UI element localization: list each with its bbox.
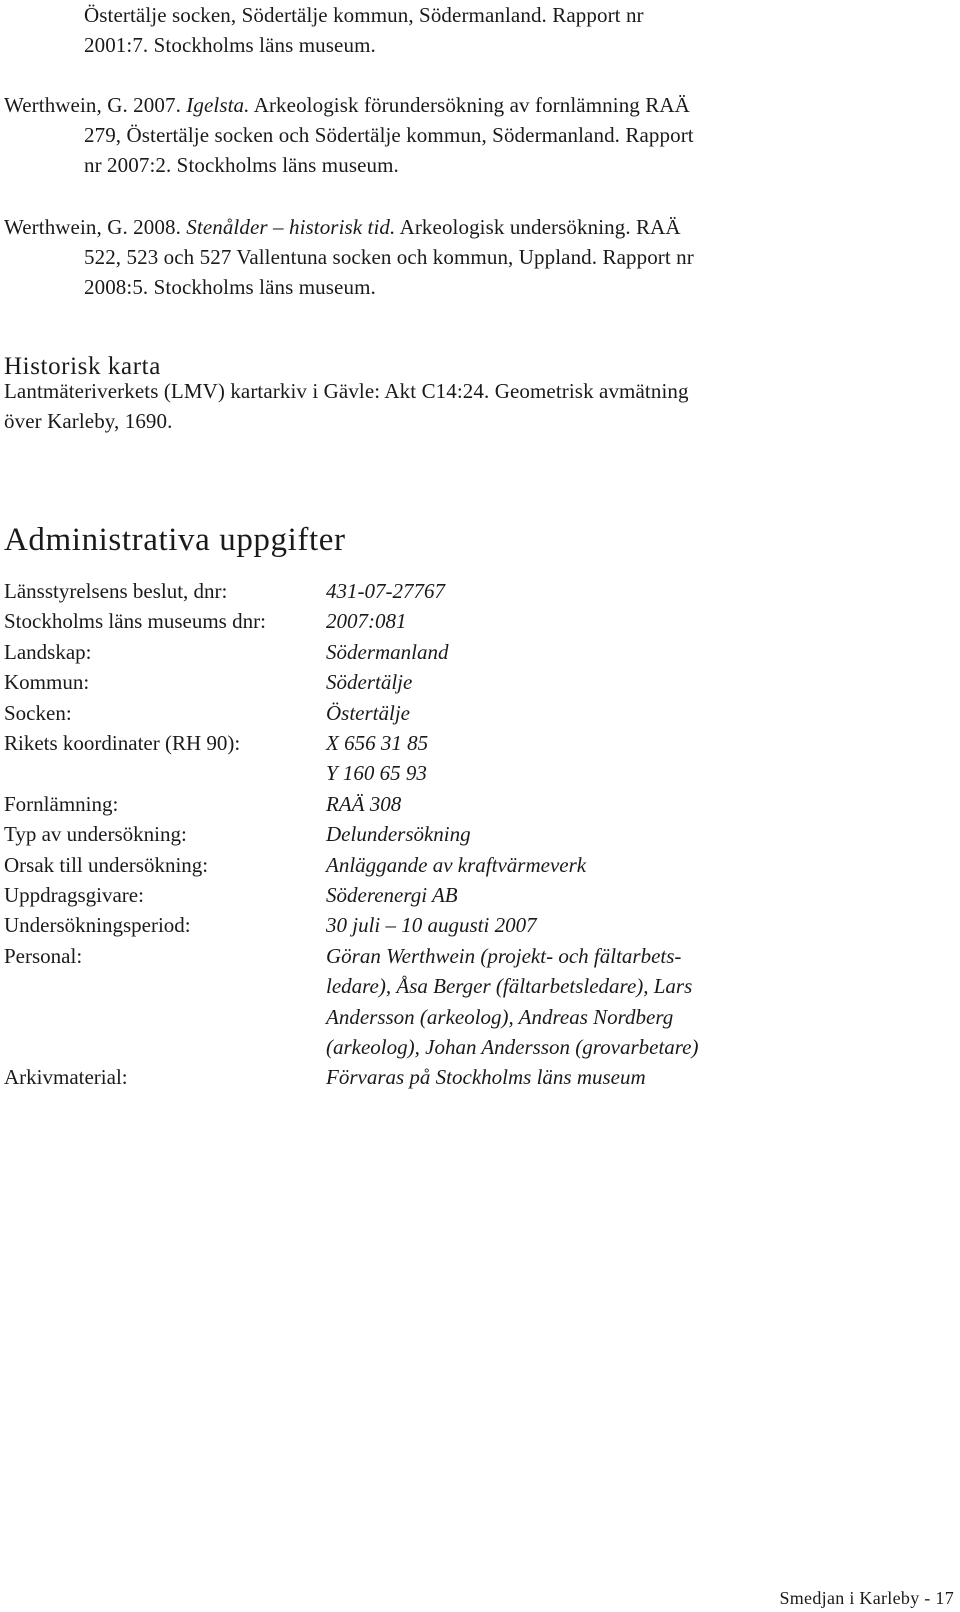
- reference-entry-start: [4, 90, 690, 120]
- reference-line: Östertälje socken, Södertälje kommun, Södermanland. Rapport nr: [84, 3, 644, 27]
- admin-row-value: Södertälje: [326, 670, 413, 694]
- admin-row-value: RAÄ 308: [326, 792, 402, 816]
- admin-row-label: Stockholms läns museums dnr:: [4, 609, 266, 633]
- admin-row-value: X 656 31 85: [326, 731, 429, 755]
- admin-row-label: Socken:: [4, 701, 72, 725]
- reference-text: Arkeologisk förundersökning av fornlämning RAÄ: [249, 93, 690, 117]
- admin-row-label: Kommun:: [4, 670, 90, 694]
- admin-row-label: Typ av undersökning:: [4, 822, 187, 846]
- historical-map-line: över Karleby, 1690.: [4, 409, 173, 433]
- admin-row-value: Delundersökning: [326, 822, 471, 846]
- reference-line: 2008:5. Stockholms läns museum.: [84, 275, 376, 299]
- admin-row-value: Östertälje: [326, 701, 410, 725]
- reference-text: Arkeologisk undersökning. RAÄ: [395, 215, 681, 239]
- admin-row-label: Rikets koordinater (RH 90):: [4, 731, 241, 755]
- admin-row-value: Anläggande av kraftvärmeverk: [326, 853, 587, 877]
- admin-row-label: Länsstyrelsens beslut, dnr:: [4, 579, 228, 603]
- admin-row-label: Arkivmaterial:: [4, 1065, 128, 1089]
- admin-row-value: (arkeolog), Johan Andersson (grovarbetare): [326, 1035, 699, 1059]
- admin-row-value: Andersson (arkeolog), Andreas Nordberg: [326, 1005, 674, 1029]
- admin-row-value: ledare), Åsa Berger (fältarbetsledare), Lars: [326, 974, 693, 998]
- admin-row-value: Göran Werthwein (projekt- och fältarbets-: [326, 944, 682, 968]
- admin-row-value: 2007:081: [326, 609, 407, 633]
- reference-entry-start: [4, 212, 681, 242]
- reference-line: 279, Östertälje socken och Södertälje kommun, Södermanland. Rapport: [84, 123, 694, 147]
- reference-title: Igelsta.: [186, 93, 250, 117]
- section-heading-historical-map: Historisk karta: [4, 353, 161, 380]
- admin-row-label: Undersökningsperiod:: [4, 913, 191, 937]
- admin-row-value: Södermanland: [326, 640, 449, 664]
- admin-row-label: Personal:: [4, 944, 83, 968]
- reference-line: 2001:7. Stockholms läns museum.: [84, 33, 376, 57]
- admin-row-label: Uppdragsgivare:: [4, 883, 144, 907]
- admin-row-label: Orsak till undersökning:: [4, 853, 209, 877]
- reference-title: Stenålder – historisk tid.: [186, 215, 396, 239]
- admin-row-value: 30 juli – 10 augusti 2007: [326, 913, 537, 937]
- admin-row-value: Söderenergi AB: [326, 883, 458, 907]
- admin-row-label: Fornlämning:: [4, 792, 119, 816]
- reference-line: 522, 523 och 527 Vallentuna socken och kommun, Uppland. Rapport nr: [84, 245, 694, 269]
- admin-row-value: Y 160 65 93: [326, 761, 427, 785]
- reference-line: nr 2007:2. Stockholms läns museum.: [84, 153, 399, 177]
- admin-row-value: 431-07-27767: [326, 579, 445, 603]
- reference-author: Werthwein, G. 2007.: [4, 93, 187, 117]
- historical-map-line: Lantmäteriverkets (LMV) kartarkiv i Gävle: Akt C14:24. Geometrisk avmätning: [4, 379, 689, 403]
- section-heading-admin: Administrativa uppgifter: [4, 522, 346, 558]
- admin-row-label: Landskap:: [4, 640, 92, 664]
- page-footer: Smedjan i Karleby - 17: [779, 1588, 954, 1608]
- reference-author: Werthwein, G. 2008.: [4, 215, 187, 239]
- admin-row-value: Förvaras på Stockholms läns museum: [326, 1065, 646, 1089]
